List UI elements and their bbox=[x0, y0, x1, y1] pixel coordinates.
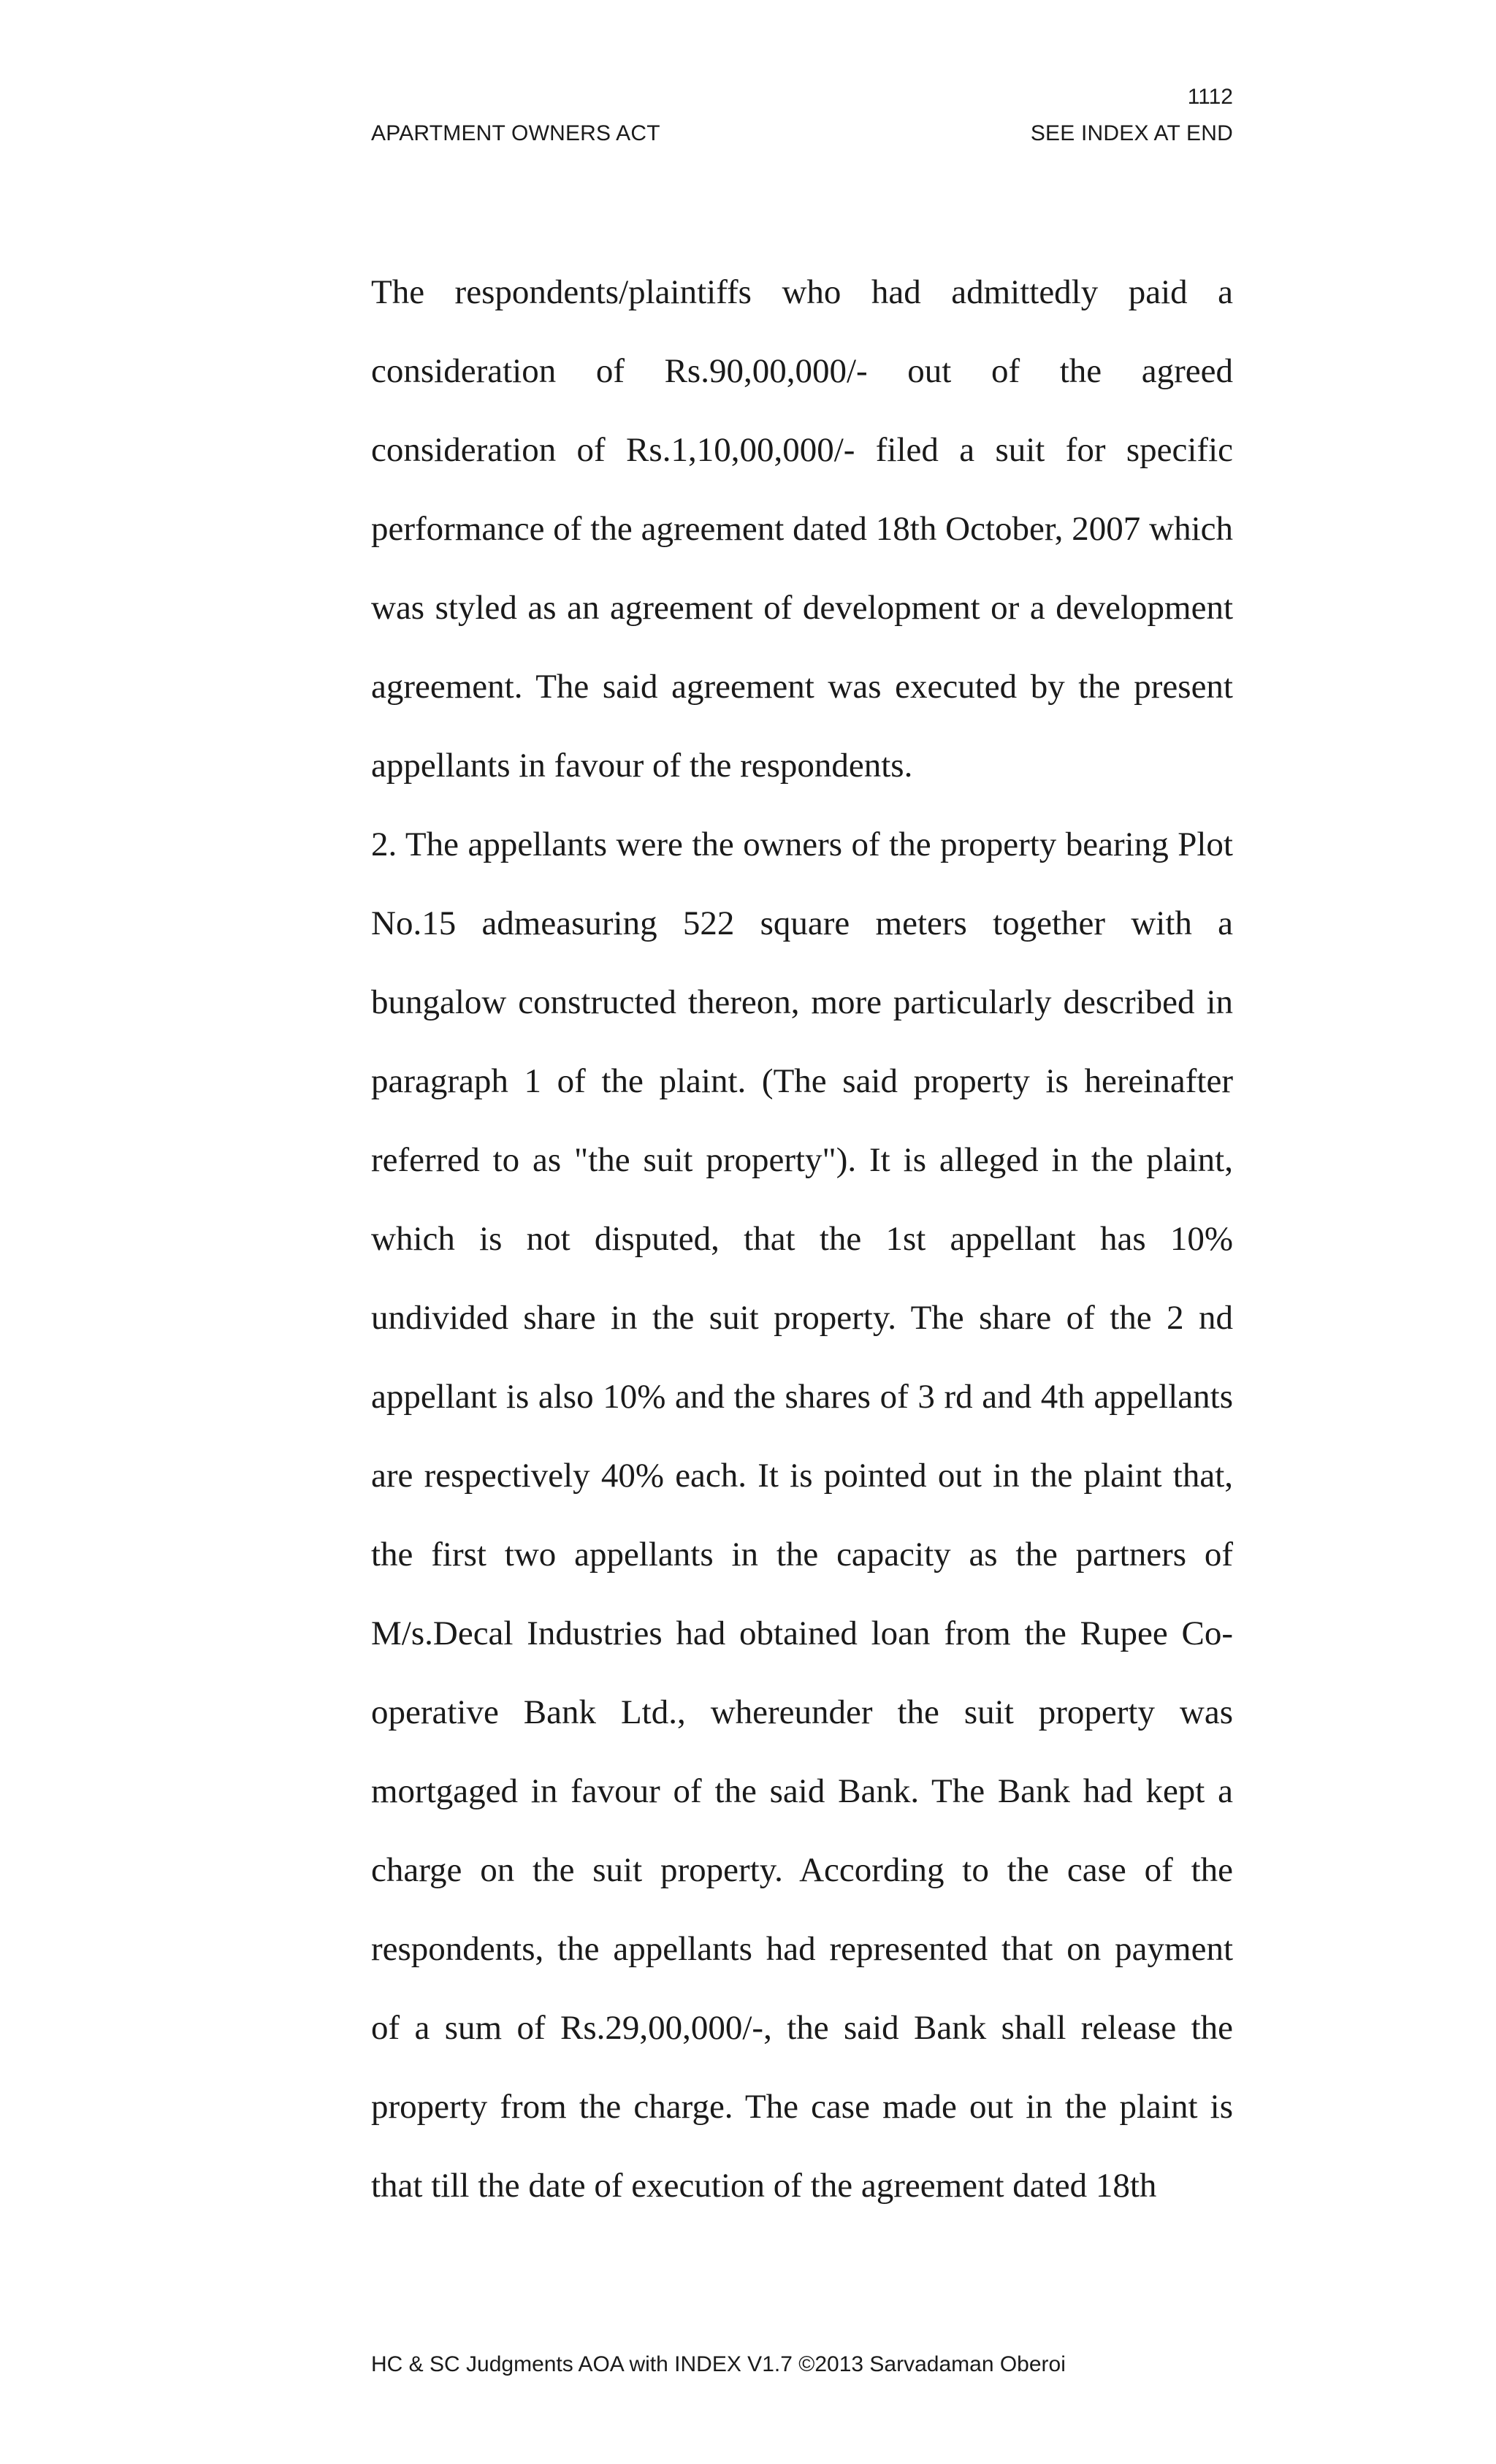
paragraph-2: 2. The appellants were the owners of the property bearing Plot No.15 admeasuring 522 square meters together with a bungalow constructed thereon, more particularly described in paragraph 1 of the plaint. (The said property is hereinafter referred to as "the suit property"). It is alleged in the plaint, which is not disputed, that the 1st appellant has 10% undivided share in the suit property. The share of the 2 nd appellant is also 10% and the shares of 3 rd and 4th appellants are respectively 40% each. It is pointed out in the plaint that, the first two appellants in the capacity as the partners of M/s.Decal Industries had obtained loan from the Rupee Co-operative Bank Ltd., whereunder the suit property was mortgaged in favour of the said Bank. The Bank had kept a charge on the suit property. According to the case of the respondents, the appellants had represented that on payment of a sum of Rs.29,00,000/-, the said Bank shall release the property from the charge. The case made out in the plaint is that till the date of execution of the agreement dated 18th bbox=[371, 825, 1233, 2205]
header-index-note: SEE INDEX AT END bbox=[1030, 121, 1233, 145]
page-number: 1112 bbox=[1187, 85, 1233, 109]
page-footer: HC & SC Judgments AOA with INDEX V1.7 ©2013 Sarvadaman Oberoi bbox=[371, 2352, 1066, 2376]
paragraph-1: The respondents/plaintiffs who had admittedly paid a consideration of Rs.90,00,000/- out of the agreed consideration of Rs.1,10,00,000/- filed a suit for specific performance of the agreement dated 18th October, 2007 which was styled as an agreement of development or a development agreement. The said agreement was executed by the present appellants in favour of the respondents. bbox=[371, 273, 1233, 785]
document-body bbox=[371, 253, 1233, 2225]
running-header bbox=[371, 123, 1233, 145]
header-title: APARTMENT OWNERS ACT bbox=[371, 121, 660, 145]
